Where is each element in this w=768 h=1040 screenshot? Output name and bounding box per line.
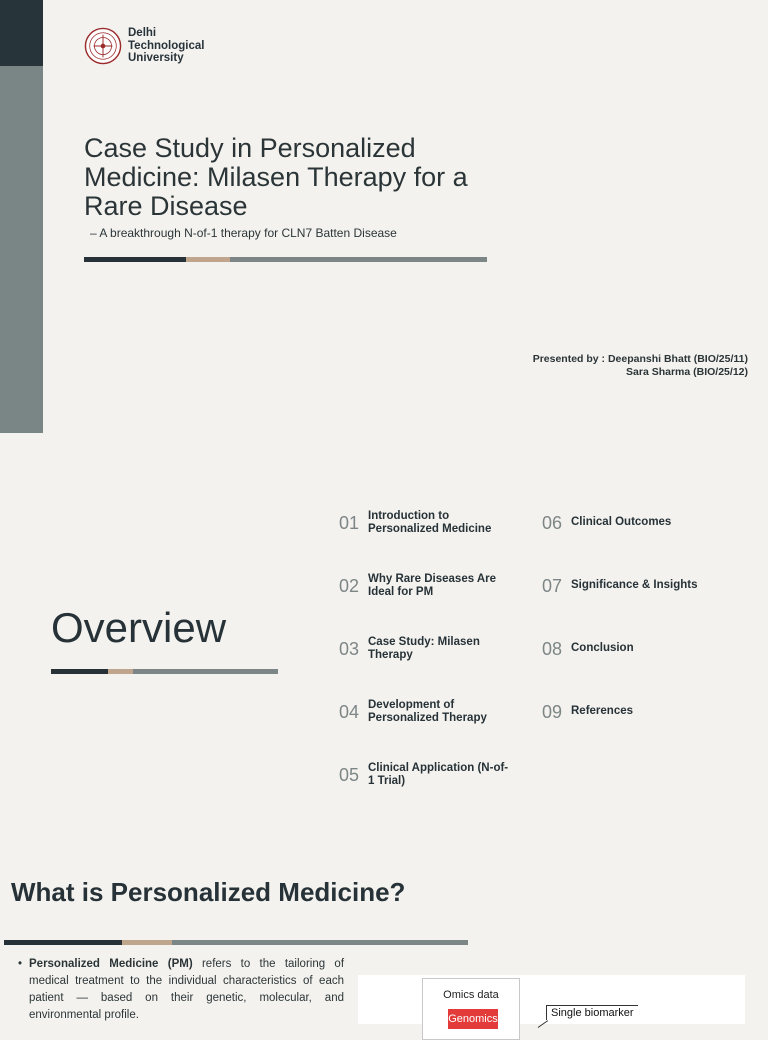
biomarker-label: Single biomarker: [546, 1005, 638, 1020]
toc-label: Clinical Outcomes: [571, 516, 672, 529]
bullet-icon: •: [18, 958, 23, 970]
pm-divider: [4, 940, 468, 945]
overview-title: Overview: [51, 604, 227, 651]
presenters: [533, 353, 748, 379]
toc-number: 02: [339, 575, 360, 596]
presenter-line: Sara Sharma (BIO/25/12): [626, 366, 748, 378]
pm-paragraph: [29, 956, 344, 1024]
dtu-seal-icon: [84, 27, 122, 65]
title-divider: [84, 257, 487, 262]
toc-label: Why Rare Diseases Are Ideal for PM: [368, 572, 497, 598]
toc-label: Development of Personalized Therapy: [368, 698, 487, 724]
university-logo: [84, 27, 238, 65]
pm-term: Personalized Medicine (PM): [29, 958, 193, 970]
pm-body: refers to the tailoring of medical treatment to the individual characteristics of each patient — based on their genetic, molecular, and environmental profile.: [29, 958, 345, 1021]
connector-line: [538, 1020, 548, 1028]
toc-label: References: [571, 705, 634, 718]
university-name: [128, 27, 238, 65]
omics-figure: [358, 975, 745, 1024]
omics-label: Omics data: [443, 989, 499, 1001]
genomics-label: Genomics: [448, 1009, 498, 1029]
toc-item-significance[interactable]: [542, 566, 717, 606]
toc-number: 05: [339, 764, 360, 785]
toc-item-case-study[interactable]: [339, 629, 514, 669]
title-slide: [0, 0, 768, 433]
toc-item-development[interactable]: [339, 692, 514, 732]
university-name-line: University: [128, 52, 184, 65]
toc-label: Clinical Application (N-of-1 Trial): [368, 761, 509, 787]
pm-slide-title: What is Personalized Medicine?: [11, 877, 406, 907]
toc-item-clinical-outcomes[interactable]: [542, 503, 717, 543]
omics-box: [422, 978, 520, 1040]
slide-subtitle: – A breakthrough N-of-1 therapy for CLN7 Batten Disease: [90, 226, 397, 240]
presenter-line: Presented by : Deepanshi Bhatt (BIO/25/11): [532, 353, 748, 365]
university-name-line: Technological: [128, 39, 205, 52]
toc-number: 08: [542, 638, 563, 659]
accent-block-grey: [0, 66, 43, 433]
toc-label: Case Study: Milasen Therapy: [368, 635, 480, 661]
toc-item-introduction[interactable]: [339, 503, 514, 543]
toc-item-rare-diseases[interactable]: [339, 566, 514, 606]
university-name-line: Delhi: [128, 27, 157, 40]
toc-label: Significance & Insights: [571, 579, 698, 592]
toc-label: Conclusion: [571, 642, 634, 655]
toc-number: 09: [542, 701, 563, 722]
toc-number: 01: [339, 512, 360, 533]
overview-divider: [51, 669, 278, 674]
toc-label: Introduction to Personalized Medicine: [368, 509, 492, 535]
pm-definition: [18, 956, 344, 1024]
toc-item-clinical-application[interactable]: [339, 755, 514, 795]
toc-number: 04: [339, 701, 360, 722]
toc-item-conclusion[interactable]: [542, 629, 717, 669]
toc-item-references[interactable]: [542, 692, 717, 732]
accent-block-dark: [0, 0, 43, 66]
slide-title: Case Study in Personalized Medicine: Milasen Therapy for a Rare Disease: [84, 133, 468, 221]
toc-number: 03: [339, 638, 360, 659]
toc-number: 06: [542, 512, 563, 533]
toc-number: 07: [542, 575, 563, 596]
